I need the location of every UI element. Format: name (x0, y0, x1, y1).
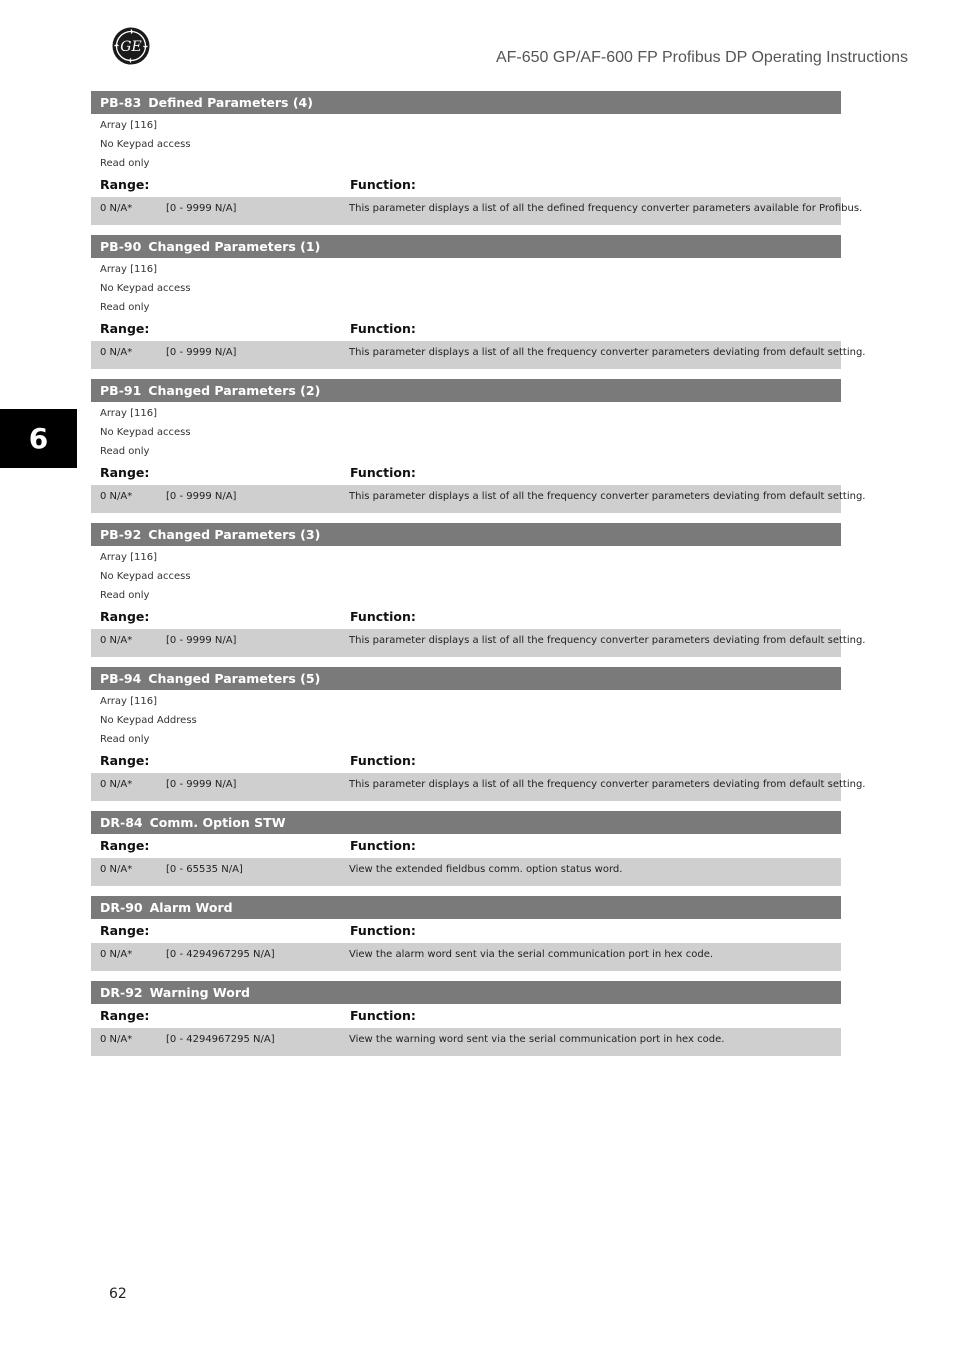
parameter-value-row (91, 773, 866, 801)
function-description: View the extended fieldbus comm. option status word. (349, 864, 623, 875)
parameter-header (91, 235, 841, 258)
function-description: View the warning word sent via the serial communication port in hex code. (349, 1034, 725, 1045)
parameter-value-row (91, 1028, 841, 1056)
value-range: [0 - 9999 N/A] (166, 203, 237, 214)
parameter-attributes (91, 404, 841, 461)
value-range: [0 - 4294967295 N/A] (166, 1034, 275, 1045)
parameter-block (91, 91, 863, 225)
parameter-number: PB-91 (100, 383, 142, 398)
function-label: Function: (350, 177, 416, 192)
function-label: Function: (350, 753, 416, 768)
parameter-number: DR-84 (100, 815, 143, 830)
range-function-header (91, 749, 841, 773)
parameter-attribute: Read only (100, 734, 150, 745)
range-function-header (91, 605, 841, 629)
parameter-attribute: Read only (100, 158, 150, 169)
parameter-number: PB-92 (100, 527, 142, 542)
range-label: Range: (100, 609, 150, 624)
parameter-number: PB-90 (100, 239, 142, 254)
parameter-number: PB-94 (100, 671, 142, 686)
parameter-number: PB-83 (100, 95, 142, 110)
parameter-header (91, 811, 841, 834)
parameter-attribute: Read only (100, 446, 150, 457)
range-function-header (91, 173, 841, 197)
parameter-name: Changed Parameters (1) (148, 239, 321, 254)
parameter-block (91, 667, 866, 801)
document-title: AF-650 GP/AF-600 FP Profibus DP Operating Instructions (495, 49, 908, 66)
parameter-block (91, 896, 841, 971)
parameter-name: Defined Parameters (4) (148, 95, 313, 110)
parameter-header (91, 896, 841, 919)
parameter-attributes (91, 116, 841, 173)
range-function-header (91, 834, 841, 858)
parameter-attributes (91, 548, 841, 605)
parameter-name: Changed Parameters (2) (148, 383, 321, 398)
chapter-tab: 6 (0, 409, 77, 468)
default-value: 0 N/A* (100, 635, 133, 646)
range-label: Range: (100, 1008, 150, 1023)
parameter-value-row (91, 943, 841, 971)
value-range: [0 - 9999 N/A] (166, 491, 237, 502)
parameter-attribute: Array [116] (100, 264, 158, 275)
range-function-header (91, 317, 841, 341)
parameter-name: Warning Word (149, 985, 250, 1000)
default-value: 0 N/A* (100, 864, 133, 875)
default-value: 0 N/A* (100, 1034, 133, 1045)
parameter-attribute: Read only (100, 590, 150, 601)
value-range: [0 - 9999 N/A] (166, 347, 237, 358)
parameter-attribute: Array [116] (100, 120, 158, 131)
parameter-name: Alarm Word (149, 900, 233, 915)
range-function-header (91, 919, 841, 943)
parameter-block (91, 981, 841, 1056)
parameter-attribute: No Keypad access (100, 571, 191, 582)
parameter-attributes (91, 260, 841, 317)
default-value: 0 N/A* (100, 949, 133, 960)
parameter-attribute: No Keypad access (100, 283, 191, 294)
function-label: Function: (350, 1008, 416, 1023)
parameter-value-row (91, 858, 841, 886)
parameter-attribute: Array [116] (100, 408, 158, 419)
value-range: [0 - 4294967295 N/A] (166, 949, 275, 960)
parameter-attributes (91, 692, 841, 749)
parameter-value-row (91, 629, 866, 657)
parameter-attribute: Read only (100, 302, 150, 313)
parameter-block (91, 523, 866, 657)
range-label: Range: (100, 838, 150, 853)
parameter-value-row (91, 485, 866, 513)
parameter-block (91, 811, 841, 886)
page-number: 62 (109, 1286, 127, 1302)
ge-logo (112, 27, 150, 65)
function-label: Function: (350, 838, 416, 853)
parameter-name: Changed Parameters (5) (148, 671, 321, 686)
function-label: Function: (350, 923, 416, 938)
function-label: Function: (350, 465, 416, 480)
parameter-block (91, 235, 866, 369)
parameter-header (91, 523, 841, 546)
parameter-attribute: No Keypad access (100, 427, 191, 438)
parameter-header (91, 91, 841, 114)
default-value: 0 N/A* (100, 779, 133, 790)
parameter-header (91, 379, 841, 402)
range-label: Range: (100, 753, 150, 768)
logo-text: GE (120, 39, 142, 55)
range-label: Range: (100, 465, 150, 480)
default-value: 0 N/A* (100, 491, 133, 502)
parameter-value-row (91, 341, 866, 369)
function-description: This parameter displays a list of all the frequency converter parameters deviating from default setting. (349, 635, 866, 646)
parameter-attribute: Array [116] (100, 552, 158, 563)
parameter-value-row (91, 197, 863, 225)
value-range: [0 - 9999 N/A] (166, 635, 237, 646)
function-description: This parameter displays a list of all the defined frequency converter parameters available for Profibus. (349, 203, 863, 214)
parameter-block (91, 379, 866, 513)
parameter-attribute: No Keypad access (100, 139, 191, 150)
parameter-attribute: No Keypad Address (100, 715, 197, 726)
function-description: This parameter displays a list of all the frequency converter parameters deviating from default setting. (349, 347, 866, 358)
function-label: Function: (350, 609, 416, 624)
default-value: 0 N/A* (100, 347, 133, 358)
range-function-header (91, 461, 841, 485)
function-description: This parameter displays a list of all the frequency converter parameters deviating from default setting. (349, 491, 866, 502)
parameter-list (91, 91, 866, 1066)
range-function-header (91, 1004, 841, 1028)
parameter-number: DR-92 (100, 985, 143, 1000)
parameter-name: Changed Parameters (3) (148, 527, 321, 542)
parameter-number: DR-90 (100, 900, 143, 915)
range-label: Range: (100, 321, 150, 336)
function-description: View the alarm word sent via the serial communication port in hex code. (349, 949, 714, 960)
function-label: Function: (350, 321, 416, 336)
range-label: Range: (100, 923, 150, 938)
function-description: This parameter displays a list of all the frequency converter parameters deviating from default setting. (349, 779, 866, 790)
value-range: [0 - 65535 N/A] (166, 864, 243, 875)
parameter-attribute: Array [116] (100, 696, 158, 707)
value-range: [0 - 9999 N/A] (166, 779, 237, 790)
range-label: Range: (100, 177, 150, 192)
default-value: 0 N/A* (100, 203, 133, 214)
parameter-header (91, 667, 841, 690)
parameter-header (91, 981, 841, 1004)
parameter-name: Comm. Option STW (149, 815, 286, 830)
